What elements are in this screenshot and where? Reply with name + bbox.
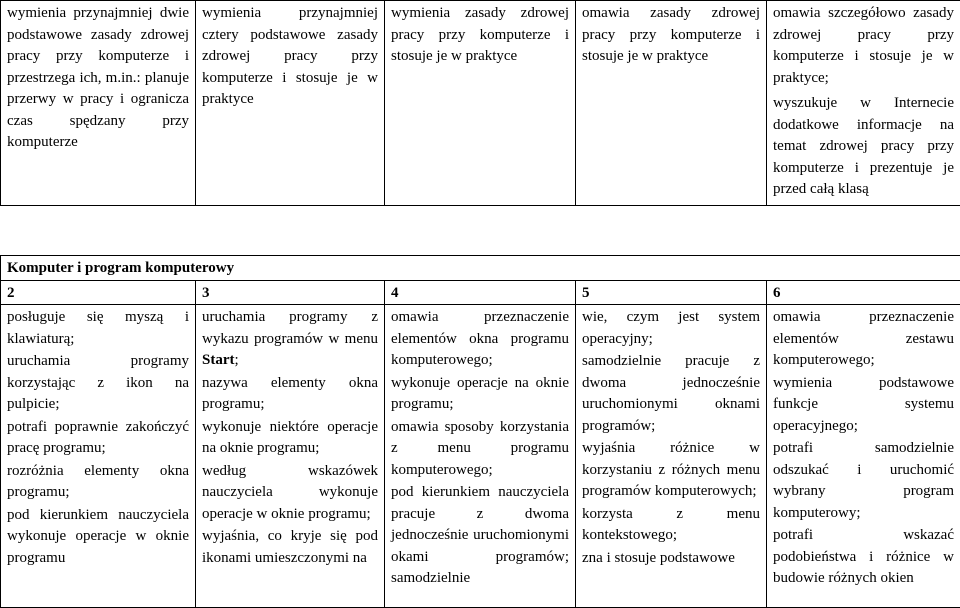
- top-cell-3: [385, 1, 576, 206]
- top-cell-3-text: wymienia zasady zdrowej pracy przy komputerze i stosuje je w praktyce: [391, 5, 569, 64]
- criterion: wyjaśnia różnice w korzystaniu z różnych menu programów komputerowych;: [582, 438, 760, 503]
- top-cell-2-text: wymienia przynajmniej cztery podstawowe zasady zdrowej pracy przy komputerze i stosuje je w praktyce: [202, 5, 378, 107]
- criterion: wykonuje niektóre operacje na oknie programu;: [202, 417, 378, 460]
- grade-4-criteria: [385, 305, 576, 608]
- criterion: potrafi samodzielnie odszukać i uruchomić wybrany program komputerowy;: [773, 438, 954, 524]
- top-cell-1: [1, 1, 196, 206]
- section-title: [1, 256, 960, 281]
- grade-2-criteria: [1, 305, 196, 608]
- criterion: zna i stosuje podstawowe: [582, 548, 760, 570]
- criterion: wykonuje operacje na oknie programu;: [391, 373, 569, 416]
- grade-6-label: 6: [773, 285, 781, 301]
- start-menu-label: Start: [202, 352, 235, 368]
- criterion-text: uruchamia programy z wykazu programów w menu: [202, 309, 378, 347]
- criterion: wyjaśnia, co kryje się pod ikonami umieszczonymi na: [202, 526, 378, 569]
- criterion: rozróżnia elementy okna programu;: [7, 461, 189, 504]
- grade-header-5: [576, 280, 767, 305]
- section-title-text: Komputer i program komputerowy: [7, 260, 234, 276]
- criteria-table-section: [0, 255, 960, 608]
- criterion: wymienia podstawowe funkcje systemu operacyjnego;: [773, 373, 954, 438]
- criterion: omawia przeznaczenie elementów okna programu komputerowego;: [391, 307, 569, 372]
- criterion-text-end: ;: [235, 352, 239, 368]
- grade-header-6: [767, 280, 960, 305]
- top-cell-4-text: omawia zasady zdrowej pracy przy komputerze i stosuje je w praktyce: [582, 5, 760, 64]
- criterion: potrafi wskazać podobieństwa i różnice w budowie różnych okien: [773, 525, 954, 590]
- top-cell-5: [767, 1, 960, 206]
- grade-header-2: [1, 280, 196, 305]
- criteria-table-top: [0, 0, 960, 206]
- criterion: omawia sposoby korzystania z menu programu komputerowego;: [391, 417, 569, 482]
- top-cell-4: [576, 1, 767, 206]
- grade-2-label: 2: [7, 285, 15, 301]
- criterion: samodzielnie pracuje z dwoma jednocześnie uruchomionymi oknami programów;: [582, 351, 760, 437]
- criterion: pod kierunkiem nauczyciela pracuje z dwoma jednocześnie uruchomionymi okami programów; samodzielnie: [391, 482, 569, 590]
- criterion: korzysta z menu kontekstowego;: [582, 504, 760, 547]
- top-cell-5-text-b: wyszukuje w Internecie dodatkowe informacje na temat zdrowej pracy przy komputerze i prezentuje je przed całą klasą: [773, 93, 954, 201]
- grade-header-3: [196, 280, 385, 305]
- criterion: omawia przeznaczenie elementów zestawu komputerowego;: [773, 307, 954, 372]
- grade-header-4: [385, 280, 576, 305]
- top-cell-5-text-a: omawia szczegółowo zasady zdrowej pracy przy komputerze i stosuje je w praktyce;: [773, 3, 954, 89]
- grade-5-criteria: [576, 305, 767, 608]
- criterion: [202, 307, 378, 372]
- top-cell-1-text: wymienia przynajmniej dwie podstawowe zasady zdrowej pracy przy komputerze i przestrzega ich, m.in.: planuje przerwy w pracy i ogranicza czas spędzany przy komputerze: [7, 5, 189, 150]
- criterion: posługuje się myszą i klawiaturą;: [7, 307, 189, 350]
- criterion: wie, czym jest system operacyjny;: [582, 307, 760, 350]
- top-cell-2: [196, 1, 385, 206]
- grade-6-criteria: [767, 305, 960, 608]
- grade-5-label: 5: [582, 285, 590, 301]
- criterion: nazywa elementy okna programu;: [202, 373, 378, 416]
- grade-3-criteria: [196, 305, 385, 608]
- criterion: pod kierunkiem nauczyciela wykonuje operacje w oknie programu: [7, 505, 189, 570]
- grade-4-label: 4: [391, 285, 399, 301]
- criterion: potrafi poprawnie zakończyć pracę programu;: [7, 417, 189, 460]
- grade-3-label: 3: [202, 285, 210, 301]
- criterion: uruchamia programy korzystając z ikon na pulpicie;: [7, 351, 189, 416]
- criterion: według wskazówek nauczyciela wykonuje operacje w oknie programu;: [202, 461, 378, 526]
